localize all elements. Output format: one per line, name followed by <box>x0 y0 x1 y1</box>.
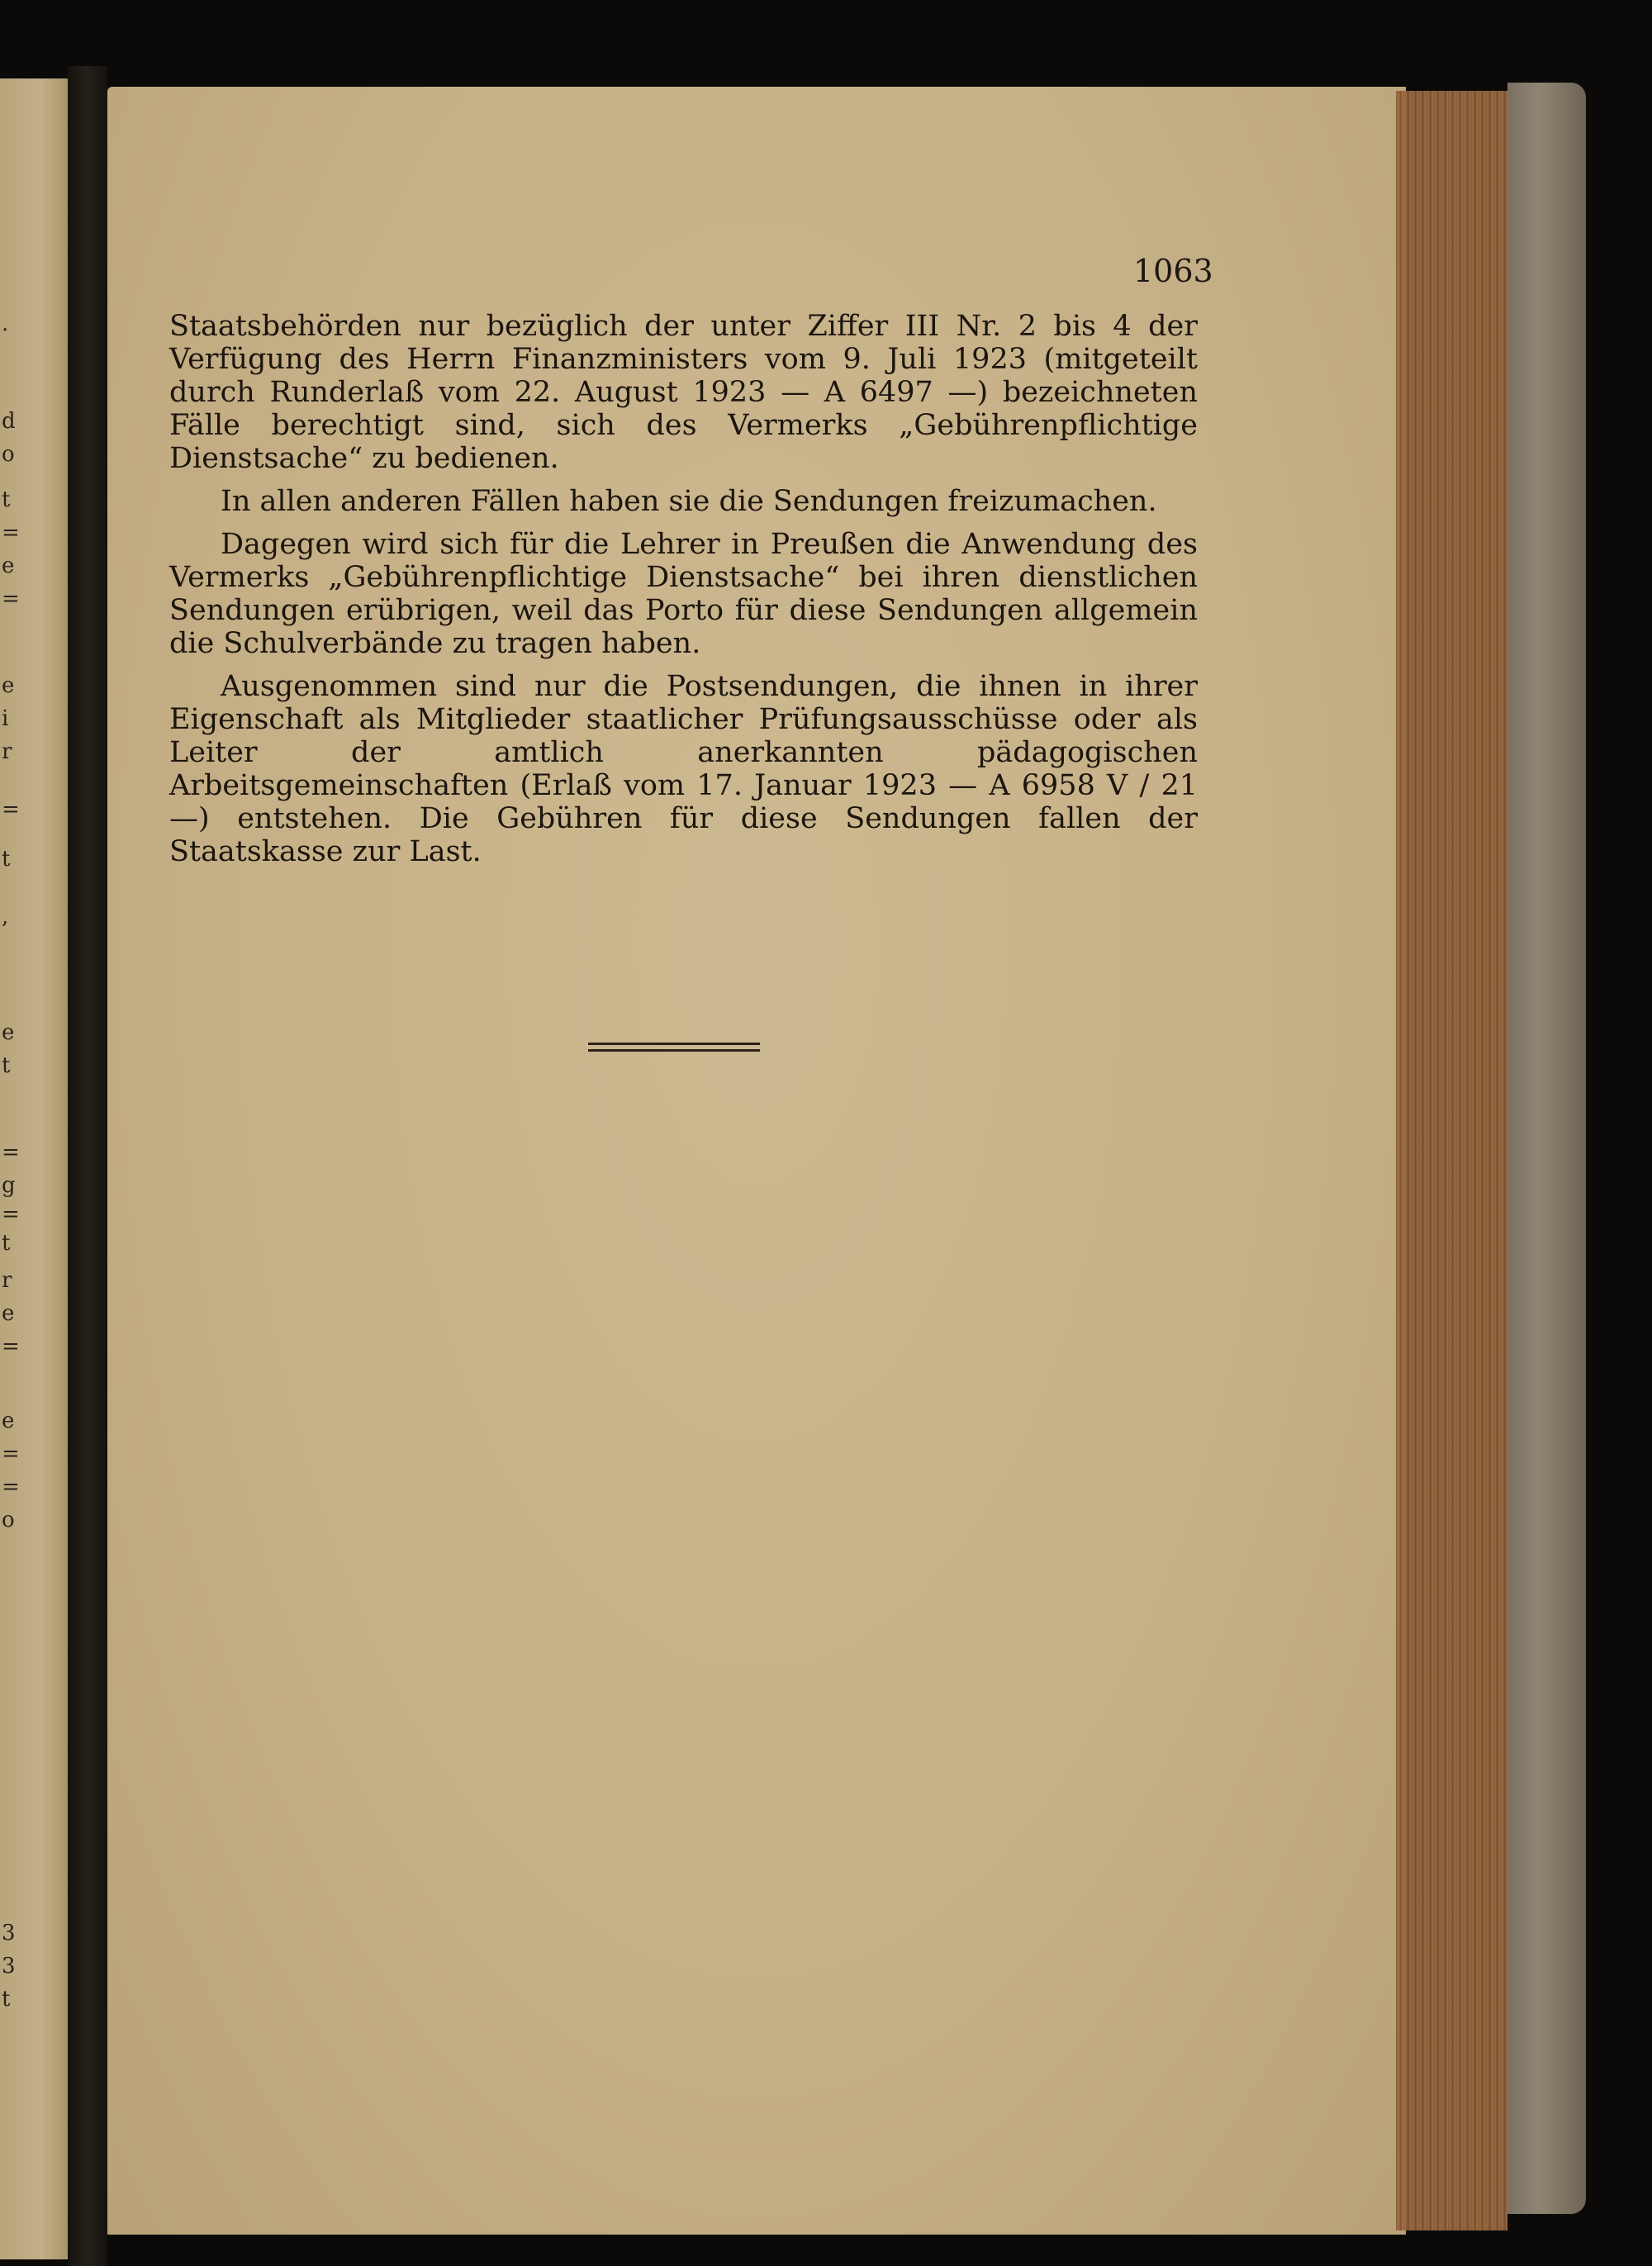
left-page-fragment: o <box>2 442 15 467</box>
left-page-fragment: = <box>2 1475 20 1499</box>
left-page-fragment: g <box>2 1173 16 1198</box>
left-page-fragment: d <box>2 409 16 434</box>
left-page-fragment: · <box>2 318 9 343</box>
book-gutter <box>68 66 107 2266</box>
left-page-fragment: t <box>2 1231 11 1256</box>
left-page-fragment: e <box>2 1301 15 1326</box>
page-number: 1063 <box>1133 253 1213 289</box>
left-page-fragment: e <box>2 1020 15 1045</box>
paragraph: Dagegen wird sich für die Lehrer in Preußen die Anwendung des Vermerks „Gebührenpflichtige Dienstsache“ bei ihren dienstlichen Sendungen erübrigen, weil das Porto für diese Sendungen allgemein die Schulverbände zu tragen haben. <box>169 528 1198 660</box>
left-page-fragment: = <box>2 1140 20 1165</box>
double-rule-divider <box>588 1043 760 1052</box>
left-page-fragment: = <box>2 520 20 545</box>
body-text <box>169 310 1198 878</box>
paragraph: In allen anderen Fällen haben sie die Sendungen freizumachen. <box>221 485 1157 518</box>
left-page-fragment: t <box>2 1053 11 1078</box>
left-page-fragment: 3 <box>2 1921 16 1945</box>
left-page-fragment: e <box>2 673 15 698</box>
left-page-fragment: e <box>2 553 15 578</box>
left-page-fragment: t <box>2 487 11 512</box>
page-edges <box>1396 91 1507 2230</box>
left-page-fragment: t <box>2 847 11 872</box>
paragraph: Staatsbehörden nur bezüglich der unter Ziffer III Nr. 2 bis 4 der Verfügung des Herrn Finanzministers vom 9. Juli 1923 (mitgeteilt durch Runderlaß vom 22. August 1923 — A 6497 —) bezeichneten Fälle berechtigt sind, sich des Vermerks „Gebührenpflichtige Dienstsache“ zu bedienen. <box>169 310 1198 475</box>
left-page-fragment: = <box>2 1442 20 1466</box>
left-page-fragment: = <box>2 797 20 822</box>
left-page-fragment: , <box>2 905 9 929</box>
left-page-fragment: o <box>2 1508 15 1532</box>
left-page-fragment: r <box>2 1268 12 1293</box>
left-page-fragment: = <box>2 1334 20 1359</box>
paragraph: Ausgenommen sind nur die Postsendungen, die ihnen in ihrer Eigenschaft als Mitglieder staatlicher Prüfungsausschüsse oder als Leiter der amtlich anerkannten pädagogischen Arbeitsgemeinschaften (Erlaß vom 17. Januar 1923 — A 6958 V / 21 —) entstehen. Die Gebühren für diese Sendungen fallen der Staatskasse zur Last. <box>169 670 1198 868</box>
left-page-edge <box>0 78 68 2259</box>
left-page-fragment: 3 <box>2 1954 16 1979</box>
left-page-fragment: r <box>2 739 12 764</box>
left-page-fragment: e <box>2 1409 15 1433</box>
background-shadow <box>1586 74 1652 2266</box>
left-page-fragment: = <box>2 1202 20 1227</box>
left-page-fragment: t <box>2 1987 11 2012</box>
left-page-fragment: = <box>2 587 20 611</box>
book-cover-edge <box>1507 83 1586 2214</box>
left-page-fragment: i <box>2 706 9 731</box>
